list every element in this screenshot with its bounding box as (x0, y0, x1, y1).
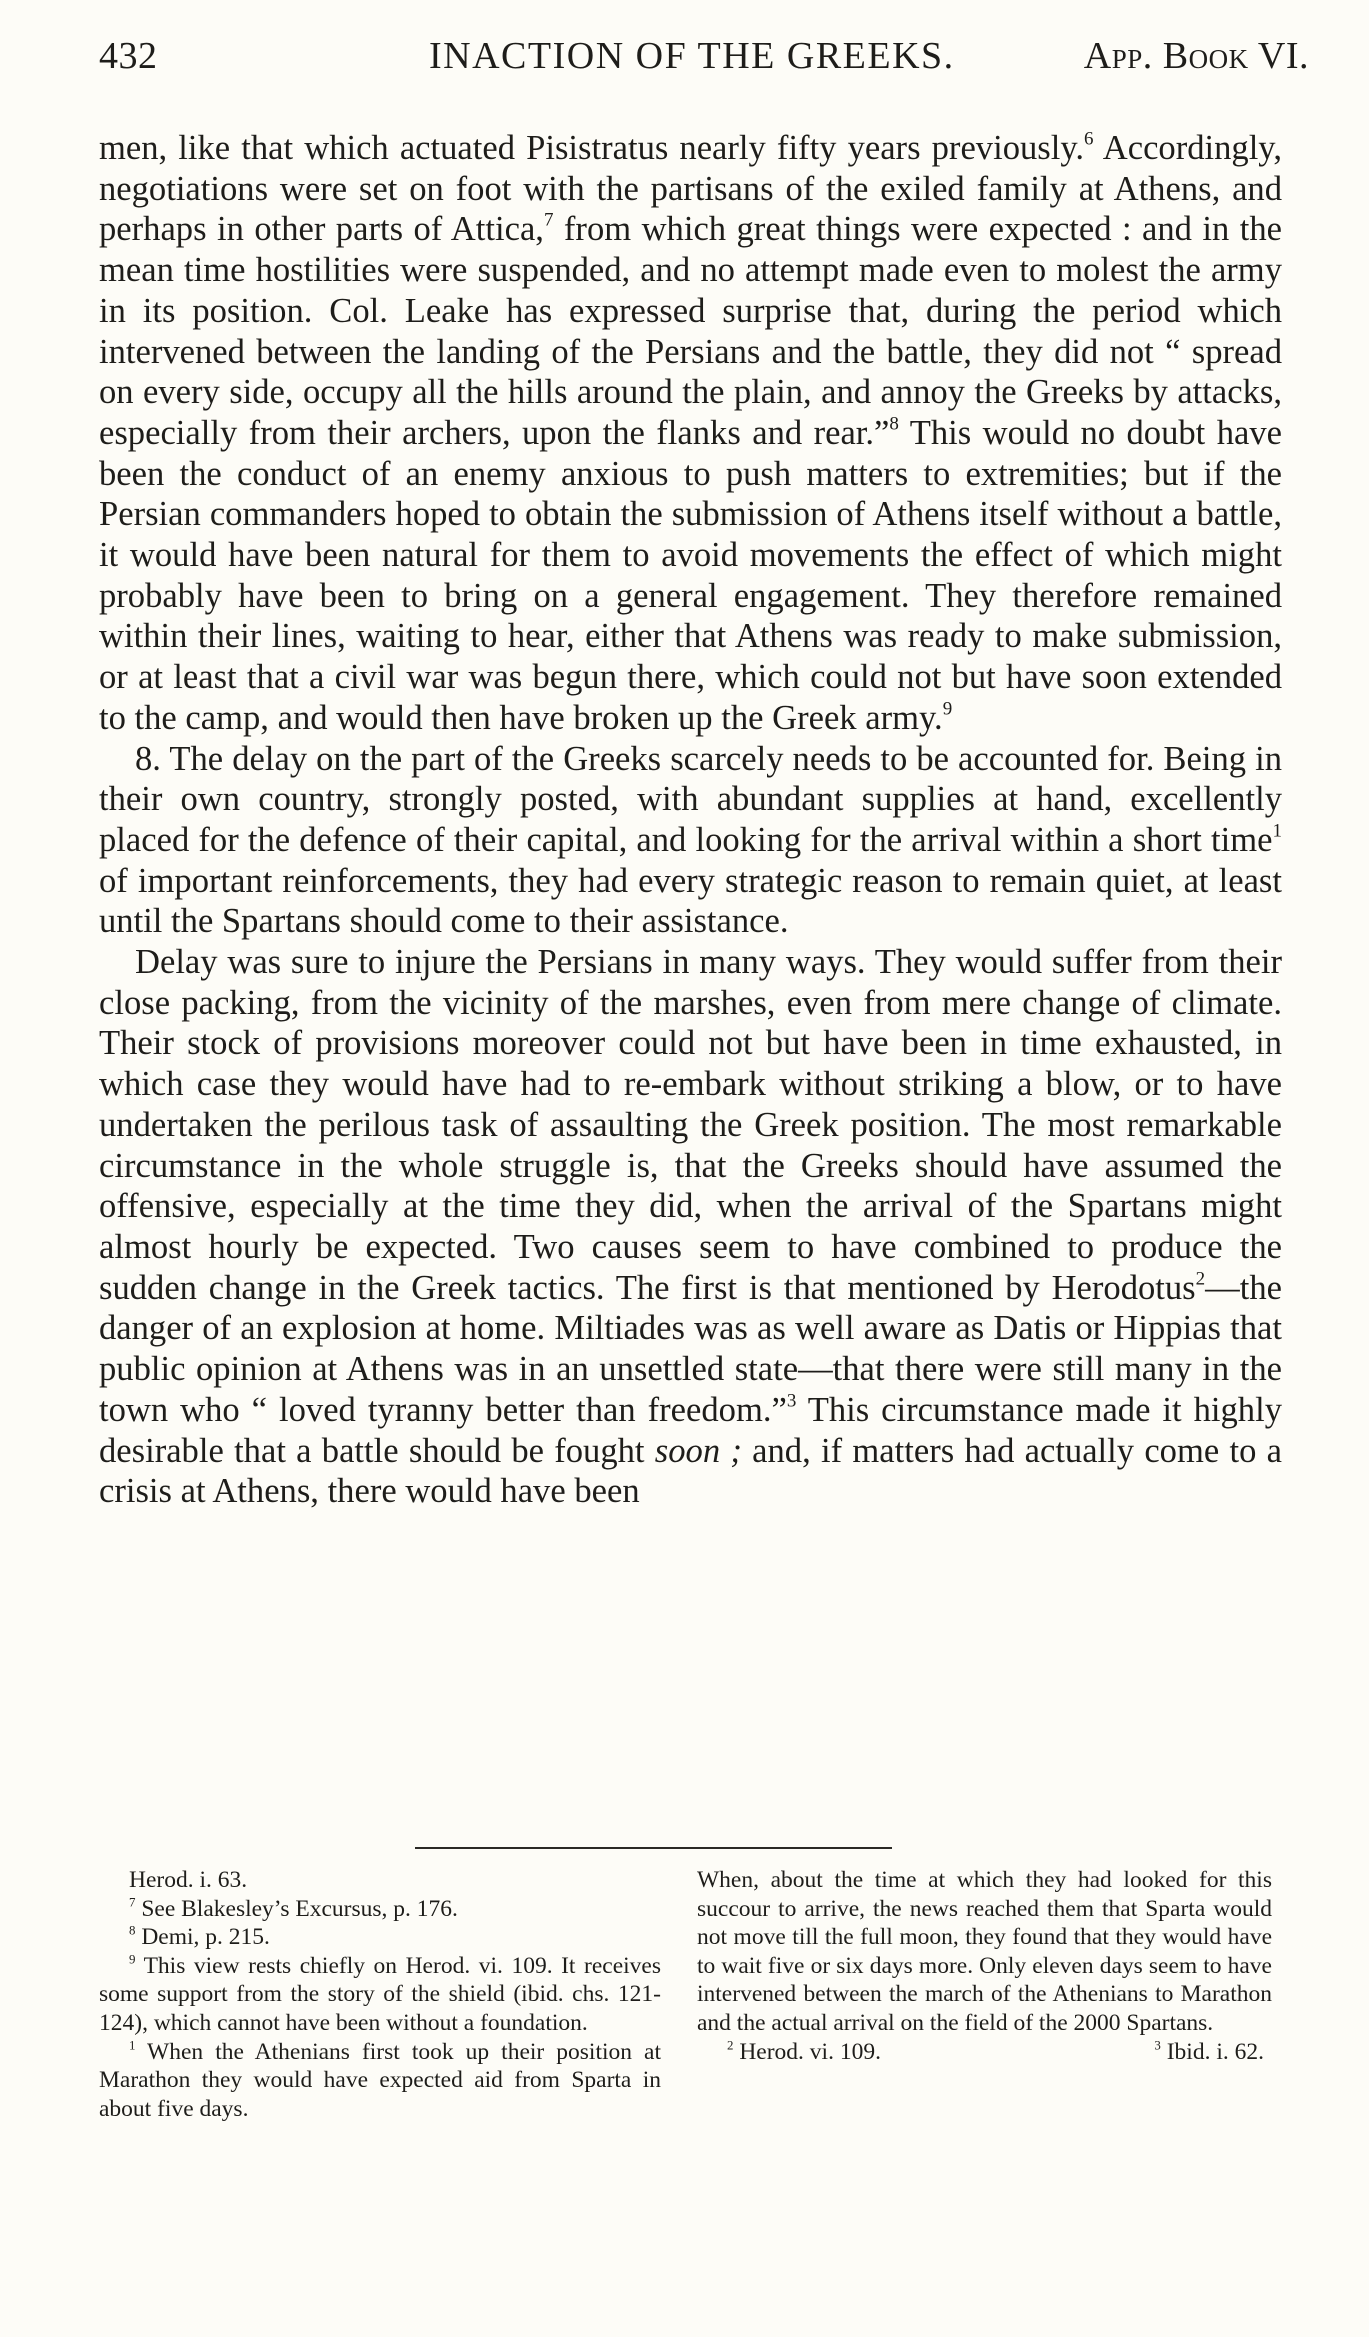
footnote-ref-8: 8 (889, 413, 899, 435)
footnote-text: When the Athenians first took up their position at Marathon they would have expected aid from Sparta in about five days. (99, 2038, 661, 2122)
footnote-2 (727, 2038, 881, 2067)
paragraph-1 (99, 128, 1282, 739)
page-number: 432 (99, 35, 158, 77)
footnote-ref-7: 7 (543, 210, 554, 232)
text-run: —the danger of an explosion at home. Miltiades was as well aware as Datis or Hippias that public opinion at Athens was in an unsettled state—that there were still many in the town who “ loved tyranny better than freedom.” (99, 1268, 1282, 1429)
footnote-ref-9: 9 (942, 698, 953, 720)
text-run: Accordingly, negotiations were set on foot with the partisans of the exiled family at Athens, and perhaps in other parts of Attica, (99, 129, 1282, 249)
footnote-refs-line (697, 2038, 1272, 2067)
text-run: This circumstance made it highly desirable that a battle should be fought (99, 1390, 1282, 1470)
text-run: from which great things were expected : and in the mean time hostilities were suspended, and no attempt made even to molest the army in its position. Col. Leake has expressed surprise that, during the period which intervened between the landing of the Persians and the battle, they did not “ spread on every side, occupy all the hills around the plain, and annoy the Greeks by attacks, especially from their archers, upon the flanks and rear.” (99, 210, 1282, 452)
paragraph-2 (99, 739, 1282, 943)
running-header (99, 34, 1309, 84)
footnotes-right-column (697, 1866, 1272, 2066)
footnote-text: Herod. i. 63. (129, 1867, 248, 1893)
paragraph-3 (99, 942, 1282, 1512)
footnote-mark: 3 (1154, 2036, 1161, 2052)
footnote-mark: 2 (727, 2036, 734, 2052)
footnote-8 (99, 1923, 661, 1952)
main-text (99, 128, 1282, 1512)
footnote-7 (99, 1895, 661, 1924)
footnote-mark: 1 (129, 2036, 136, 2052)
footnote-text: Demi, p. 215. (135, 1924, 270, 1951)
footnote-ref-1: 1 (1272, 820, 1282, 842)
footnote-mark: 7 (129, 1893, 136, 1909)
footnote-1 (99, 2038, 661, 2124)
footnote-text: See Blakesley’s Excursus, p. 176. (135, 1895, 458, 1922)
footnote-ref-3: 3 (786, 1390, 797, 1412)
book-reference: App. Book VI. (1083, 35, 1309, 77)
footnote-text: This view rests chiefly on Herod. vi. 109. It receives some support from the story of the shield (ibid. chs. 121-124), which cannot have been without a foundation. (99, 1952, 661, 2036)
footnote-divider (415, 1847, 892, 1849)
text-run: of important reinforcements, they had every strategic reason to remain quiet, at least until the Spartans should come to their assistance. (99, 861, 1282, 941)
text-run: This would no doubt have been the conduct of an enemy anxious to push matters to extremities; but if the Persian commanders hoped to obtain the submission of Athens itself without a battle, it would have been natural for them to avoid movements the effect of which might probably have been to bring on a general engagement. They therefore remained within their lines, waiting to hear, either that Athens was ready to make submission, or at least that a civil war was begun there, which could not but have soon extended to the camp, and would then have broken up the Greek army. (99, 413, 1282, 737)
footnote-6 (99, 1866, 661, 1895)
text-run: men, like that which actuated Pisistratus nearly fifty years previously. (99, 129, 1085, 167)
footnotes-left-column (99, 1866, 661, 2123)
footnote-ref-2: 2 (1195, 1268, 1206, 1290)
footnote-text: Ibid. i. 62. (1160, 2038, 1264, 2065)
footnote-text: Herod. vi. 109. (733, 2038, 881, 2065)
text-run: 8. The delay on the part of the Greeks scarcely needs to be accounted for. Being in their own country, strongly posted, with abundant supplies at hand, excellently placed for the defence of their capital, and looking for the arrival within a short time (99, 739, 1282, 859)
emphasis: soon ; (654, 1431, 742, 1470)
text-run: Delay was sure to injure the Persians in many ways. They would suffer from their close packing, from the vicinity of the marshes, even from mere change of climate. Their stock of provisions moreover could not but have been in time exhausted, in which case they would have had to re-embark without striking a blow, or to have undertaken the perilous task of assaulting the Greek position. The most remarkable circumstance in the whole struggle is, that the Greeks should have assumed the offensive, especially at the time they did, when the arrival of the Spartans might almost hourly be expected. Two causes seem to have combined to produce the sudden change in the Greek tactics. The first is that mentioned by Herodotus (99, 943, 1282, 1307)
running-title: INACTION OF THE GREEKS. (429, 35, 955, 77)
footnote-1-continued (697, 1866, 1272, 2038)
text-run: and, if matters had actually come to a crisis at Athens, there would have been (99, 1431, 1282, 1511)
footnote-text: When, about the time at which they had looked for this succour to arrive, the news reached them that Sparta would not move till the full moon, they found that they would have to wait five or six days more. Only eleven days seem to have intervened between the march of the Athenians to Marathon and the actual arrival on the field of the 2000 Spartans. (697, 1867, 1272, 2036)
footnote-9 (99, 1952, 661, 2038)
footnote-3 (1154, 2038, 1264, 2067)
footnote-mark: 8 (129, 1922, 136, 1938)
footnote-ref-6: 6 (1084, 128, 1094, 150)
footnote-mark: 9 (129, 1951, 136, 1967)
